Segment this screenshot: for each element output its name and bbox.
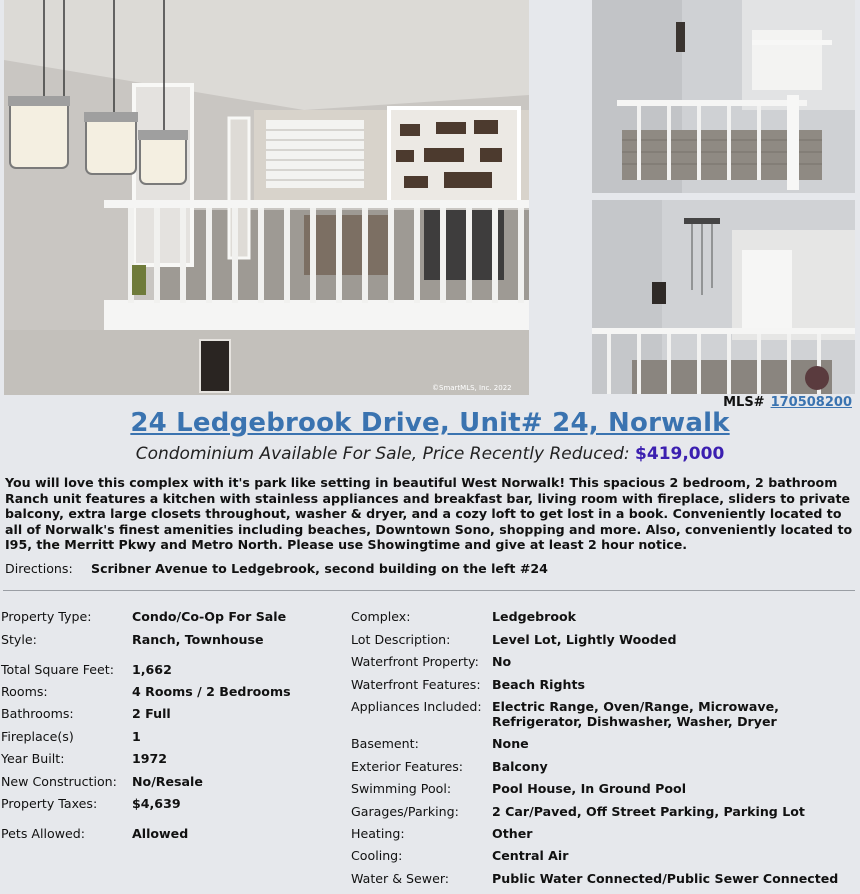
detail-value: Condo/Co-Op For Sale: [132, 609, 287, 624]
detail-label: Waterfront Property:: [351, 654, 479, 669]
detail-label: New Construction:: [1, 774, 117, 789]
detail-label: Property Taxes:: [1, 796, 98, 811]
detail-label: Lot Description:: [351, 632, 451, 647]
detail-value: Public Water Connected/Public Sewer Connected: [492, 871, 839, 886]
directions: [5, 561, 548, 576]
detail-value: Central Air: [492, 848, 569, 863]
detail-label: Exterior Features:: [351, 759, 464, 774]
detail-label: Pets Allowed:: [1, 826, 85, 841]
detail-label: Water & Sewer:: [351, 871, 450, 886]
listing-photo-staircase[interactable]: [592, 0, 855, 193]
mls-number-link[interactable]: 170508200: [770, 395, 852, 410]
detail-value: Balcony: [492, 759, 548, 774]
detail-value: 2 Full: [132, 706, 171, 721]
listing-title-link[interactable]: 24 Ledgebrook Drive, Unit# 24, Norwalk: [130, 408, 730, 438]
listing-photo-main[interactable]: [4, 0, 529, 395]
detail-label: Appliances Included:: [351, 699, 482, 714]
detail-value: 1972: [132, 751, 168, 766]
detail-label: Style:: [1, 632, 37, 647]
detail-label: Property Type:: [1, 609, 92, 624]
section-divider: [3, 590, 855, 591]
detail-value: Level Lot, Lightly Wooded: [492, 632, 677, 647]
detail-value: 2 Car/Paved, Off Street Parking, Parking Lot: [492, 804, 805, 819]
detail-value: Electric Range, Oven/Range, Microwave, Refrigerator, Dishwasher, Washer, Dryer: [492, 699, 779, 729]
detail-label: Basement:: [351, 736, 419, 751]
detail-label: Rooms:: [1, 684, 48, 699]
detail-label: Cooling:: [351, 848, 403, 863]
photo-watermark: ©SmartMLS, Inc. 2022: [432, 384, 512, 392]
listing-photo-hallway[interactable]: [592, 200, 855, 394]
directions-value: Scribner Avenue to Ledgebrook, second building on the left #24: [91, 561, 548, 576]
detail-value: 1,662: [132, 662, 172, 677]
detail-value: Ledgebrook: [492, 609, 577, 624]
listing-description: You will love this complex with it's park like setting in beautiful West Norwalk! This spacious 2 bedroom, 2 bathroom Ranch unit features a kitchen with stainless appliances and breakfast bar, living room with fireplace, sliders to private balcony, extra large closets throughout, washer & dryer, and a cozy loft to get lost in a book. Conveniently located to all of Norwalk's finest amenities including beaches, Downtown Sono, shopping and more. Also, conveniently located to I95, the Merritt Pkwy and Metro North. Please use Showingtime and give at least 2 hour notice.: [5, 475, 853, 552]
detail-value: Beach Rights: [492, 677, 585, 692]
listing-subtitle: [0, 444, 860, 464]
listing-price: $419,000: [635, 444, 725, 464]
mls-label: MLS#: [723, 395, 765, 410]
detail-value: Other: [492, 826, 533, 841]
detail-value: 4 Rooms / 2 Bedrooms: [132, 684, 291, 699]
detail-value: Ranch, Townhouse: [132, 632, 264, 647]
detail-label: Heating:: [351, 826, 405, 841]
detail-label: Swimming Pool:: [351, 781, 452, 796]
detail-value: No/Resale: [132, 774, 203, 789]
detail-label: Garages/Parking:: [351, 804, 459, 819]
detail-label: Total Square Feet:: [1, 662, 114, 677]
detail-value: No: [492, 654, 512, 669]
detail-label: Complex:: [351, 609, 411, 624]
detail-label: Fireplace(s): [1, 729, 74, 744]
directions-label: Directions:: [5, 561, 73, 576]
detail-value: Allowed: [132, 826, 189, 841]
detail-value: Pool House, In Ground Pool: [492, 781, 687, 796]
detail-label: Bathrooms:: [1, 706, 74, 721]
detail-value: 1: [132, 729, 141, 744]
detail-label: Year Built:: [1, 751, 65, 766]
subtitle-text: Condominium Available For Sale, Price Recently Reduced:: [135, 444, 630, 464]
detail-value: None: [492, 736, 529, 751]
detail-label: Waterfront Features:: [351, 677, 481, 692]
detail-value: $4,639: [132, 796, 181, 811]
